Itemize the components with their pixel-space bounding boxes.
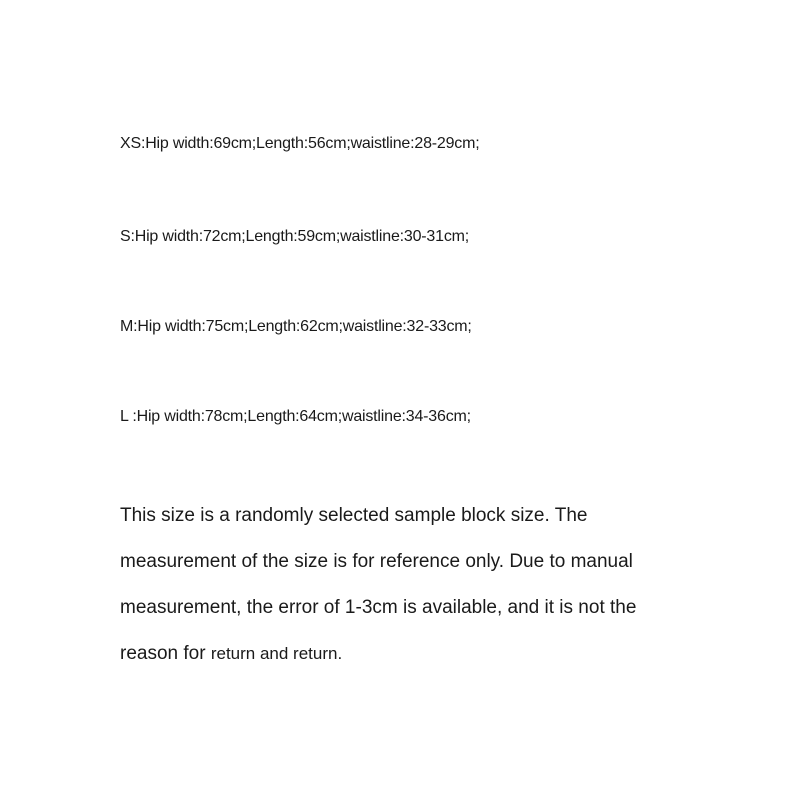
disclaimer-line-1: This size is a randomly selected sample block size. The: [120, 505, 588, 526]
size-xs-measurements: XS:Hip width:69cm;Length:56cm;waistline:28-29cm;: [120, 135, 480, 152]
disclaimer-line-4-end: return and return.: [210, 644, 343, 663]
disclaimer-line-4-start: reason for: [120, 643, 211, 664]
size-s-measurements: S:Hip width:72cm;Length:59cm;waistline:30-31cm;: [120, 228, 469, 245]
size-disclaimer: [120, 493, 740, 677]
disclaimer-line-4: [120, 631, 740, 677]
size-l-measurements: L :Hip width:78cm;Length:64cm;waistline:34-36cm;: [120, 408, 471, 425]
size-m-measurements: M:Hip width:75cm;Length:62cm;waistline:32-33cm;: [120, 318, 472, 335]
disclaimer-line-2: measurement of the size is for reference only. Due to manual: [120, 551, 633, 572]
disclaimer-line-3: measurement, the error of 1-3cm is available, and it is not the: [120, 597, 637, 618]
